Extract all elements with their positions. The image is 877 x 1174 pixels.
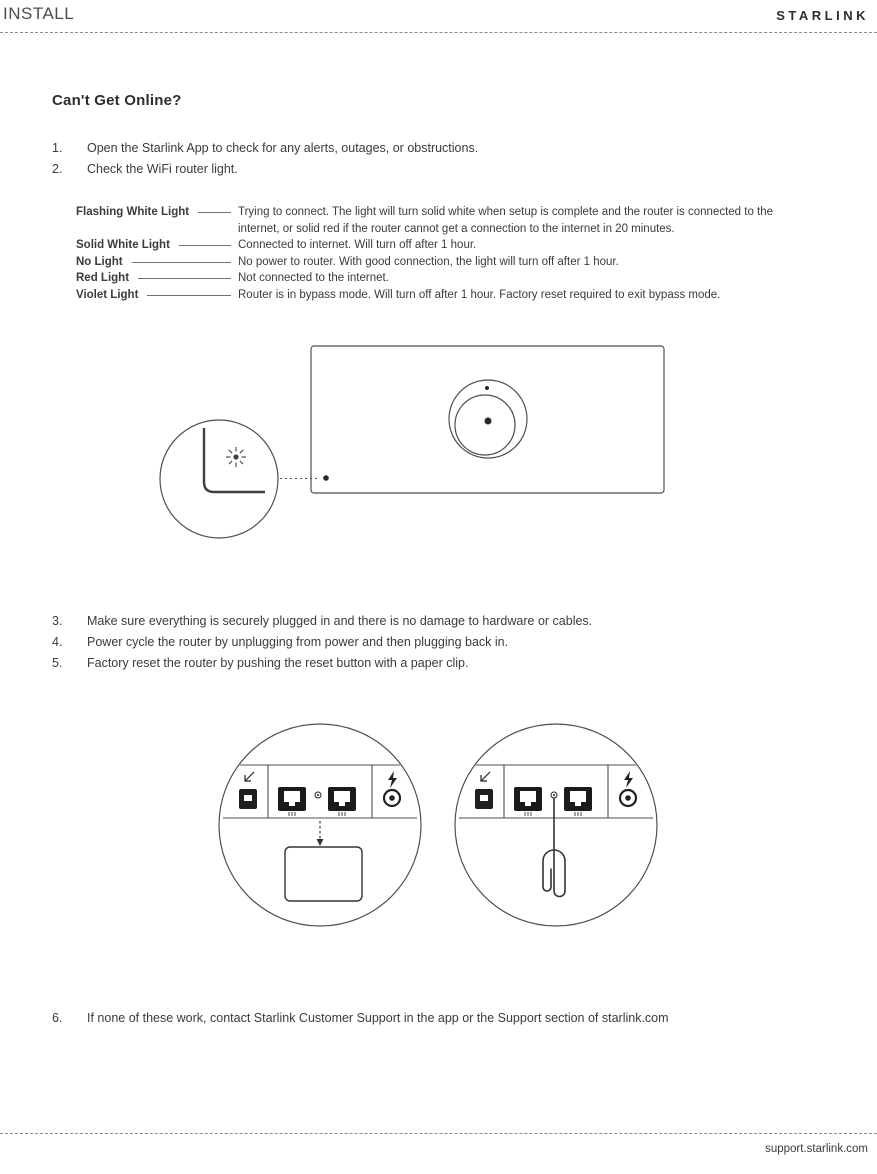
step-text: Check the WiFi router light. [87,162,238,176]
light-label: Solid White Light [76,239,170,251]
steps-top [52,138,877,180]
light-status-row-flashing-white [76,204,877,237]
spool-center-dot [485,418,492,425]
leader-line [138,278,231,279]
step-item-2 [52,159,877,180]
step-text: Power cycle the router by unplugging from power and then plugging back in. [87,635,509,649]
light-description: No power to router. With good connection, the light will turn off after 1 hour. [238,255,619,268]
router-led-dot [323,475,329,481]
step-item-5 [52,653,877,674]
step-number: 6. [52,1011,63,1025]
leader-line [179,245,231,246]
step-item-1 [52,138,877,159]
router-light-status-table [76,204,877,303]
page-content [52,33,877,1029]
step-number: 5. [52,656,63,670]
cover-plate [285,847,362,901]
step-item-3 [52,611,877,632]
light-label: Red Light [76,272,130,284]
light-status-row-violet [76,287,877,304]
router-front-illustration [156,341,671,541]
light-status-row-red [76,270,877,287]
step-text: Make sure everything is securely plugged in and there is no damage to hardware or cables. [87,614,593,628]
steps-middle [52,611,877,674]
light-description: Not connected to the internet. [238,272,389,284]
light-description: Trying to connect. The light will turn solid white when setup is complete and the router is connected to the internet, or solid red if the router cannot get a connection to the internet in 20 minutes. [238,206,774,235]
step-item-4 [52,632,877,653]
spool-top-dot [485,386,489,390]
page-title: Can't Get Online? [52,92,182,109]
leader-line [132,262,231,263]
router-ports-diagram [210,718,877,928]
step-text: Open the Starlink App to check for any alerts, outages, or obstructions. [87,141,479,155]
light-label: Violet Light [76,288,139,301]
page-footer [0,1133,877,1174]
step-number: 2. [52,162,63,176]
step-number: 4. [52,635,63,649]
leader-line [198,212,231,213]
zoom-circle [160,420,278,538]
router-ports-illustration [210,718,665,928]
step-text: Factory reset the router by pushing the reset button with a paper clip. [87,656,469,670]
header-install-label: INSTALL [3,4,75,23]
light-description: Connected to internet. Will turn off after 1 hour. [238,239,477,251]
page-header [0,0,877,33]
light-status-row-solid-white [76,237,877,254]
light-description: Router is in bypass mode. Will turn off after 1 hour. Factory reset required to exit bypass mode. [238,288,721,301]
cable-spool-inner [455,395,515,455]
light-status-row-no-light [76,254,877,271]
support-url: support.starlink.com [765,1143,868,1155]
step-text: If none of these work, contact Starlink Customer Support in the app or the Support section of starlink.com [87,1011,669,1025]
steps-bottom [52,1008,877,1029]
light-label: Flashing White Light [76,206,190,218]
leader-line [147,295,231,296]
step-number: 3. [52,614,63,628]
router-front-diagram [156,341,877,541]
step-number: 1. [52,141,63,155]
step-item-6 [52,1008,877,1029]
light-label: No Light [76,255,123,268]
flashing-light-icon [226,447,246,467]
starlink-logo: STARLINK [776,8,869,23]
